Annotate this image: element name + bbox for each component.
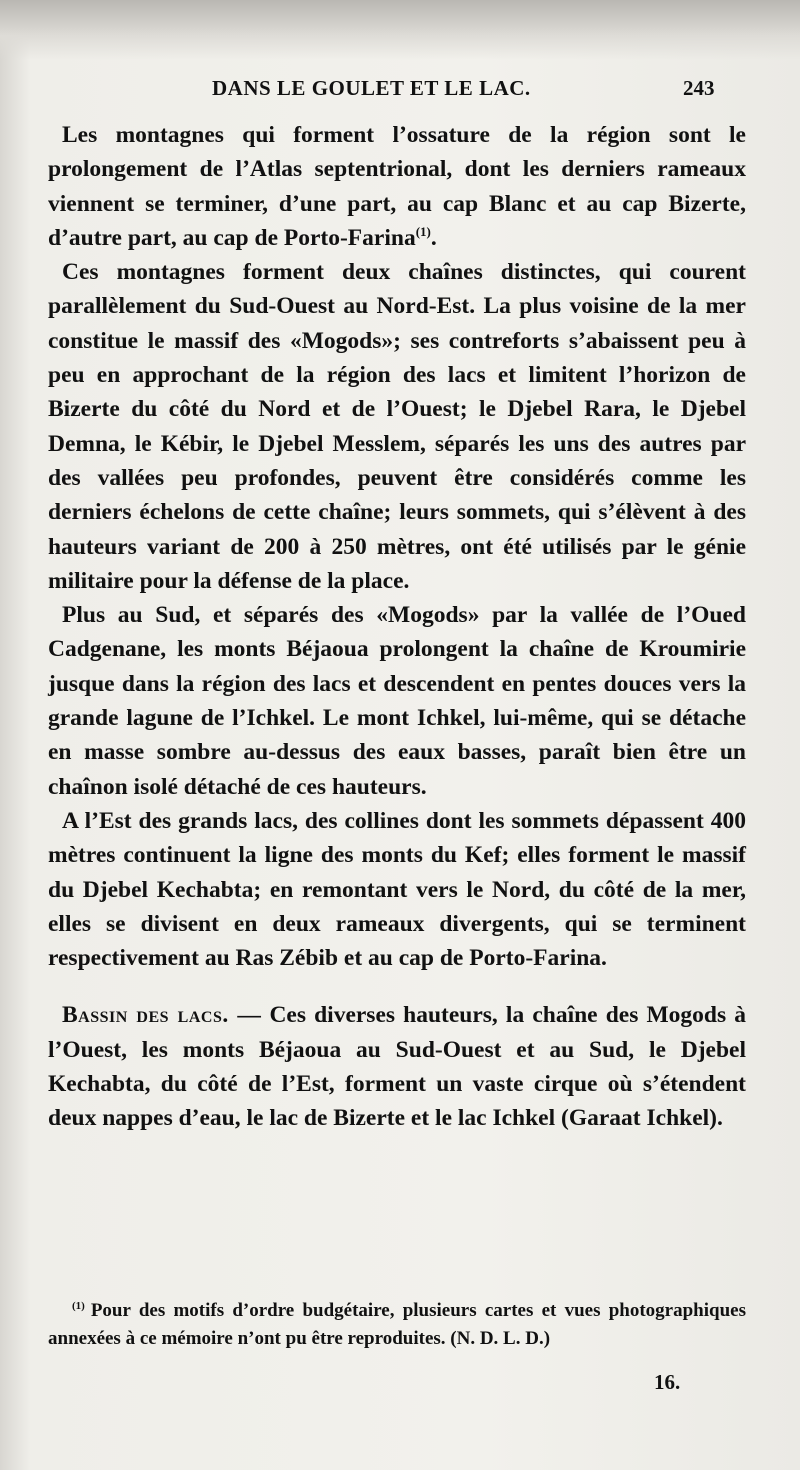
page-header	[0, 76, 800, 106]
running-head: DANS LE GOULET ET LE LAC.	[212, 76, 531, 100]
footnote-text: Pour des motifs d’ordre budgétaire, plusieurs cartes et vues photographiques annexées à ce mémoire n’ont pu être reproduites. (N. D. L. D.)	[48, 1300, 746, 1349]
paragraph-4: A l’Est des grands lacs, des collines dont les sommets dépassent 400 mètres continuent la ligne des monts du Kef; elles forment le massif du Djebel Kechabta; en remontant vers le Nord, du côté de la mer, elles se divisent en deux rameaux divergents, qui se terminent respectivement au Ras Zébib et au cap de Porto-Farina.	[48, 807, 746, 972]
paragraph-2: Ces montagnes forment deux chaînes distinctes, qui courent parallèlement du Sud-Ouest au Nord-Est. La plus voisine de la mer constitue le massif des «Mogods»; ses contreforts s’abaissent peu à peu en approchant de la région des lacs et limitent l’horizon de Bizerte du côté du Nord et de l’Ouest; le Djebel Rara, le Djebel Demna, le Kébir, le Djebel Messlem, séparés les uns des autres par des vallées peu profondes, peuvent être considérés comme les derniers échelons de cette chaîne; leurs sommets, qui s’élèvent à des hauteurs variant de 200 à 250 mètres, ont été utilisés par le génie militaire pour la défense de la place.	[48, 259, 746, 594]
footnote-number: (1)	[72, 1299, 85, 1312]
paragraph-1-text: Les montagnes qui forment l’ossature de la région sont le prolongement de l’Atlas septentrional, dont les derniers rameaux viennent se terminer, d’une part, au cap Blanc et au cap Bizerte, d’autre part, au cap de Porto-Farina	[48, 122, 746, 251]
footnote-reference: (1)	[415, 224, 431, 240]
paragraph-1	[48, 118, 746, 255]
body-text	[48, 118, 746, 1136]
paragraph-5	[48, 998, 746, 1135]
paragraph-5-text: Ces diverses hauteurs, la chaîne des Mogods à l’Ouest, les monts Béjaoua au Sud-Ouest et au Sud, le Djebel Kechabta, du côté de l’Est, forment un vaste cirque où s’étendent deux nappes d’eau, le lac de Bizerte et le lac Ichkel (Garaat Ichkel).	[48, 1002, 746, 1132]
footnote	[48, 1297, 746, 1353]
paragraph-1-end: .	[430, 224, 437, 251]
section-heading: Bassin des lacs. —	[62, 1002, 262, 1029]
paragraph-3: Plus au Sud, et séparés des «Mogods» par la vallée de l’Oued Cadgenane, les monts Béjaoua prolongent la chaîne de Kroumirie jusque dans la région des lacs et descendent en pentes douces vers la grande lagune de l’Ichkel. Le mont Ichkel, lui-même, qui se détache en masse sombre au-dessus des eaux basses, paraît bien être un chaînon isolé détaché de ces hauteurs.	[48, 602, 746, 800]
signature-mark: 16.	[654, 1370, 681, 1394]
page-number: 243	[683, 76, 715, 100]
